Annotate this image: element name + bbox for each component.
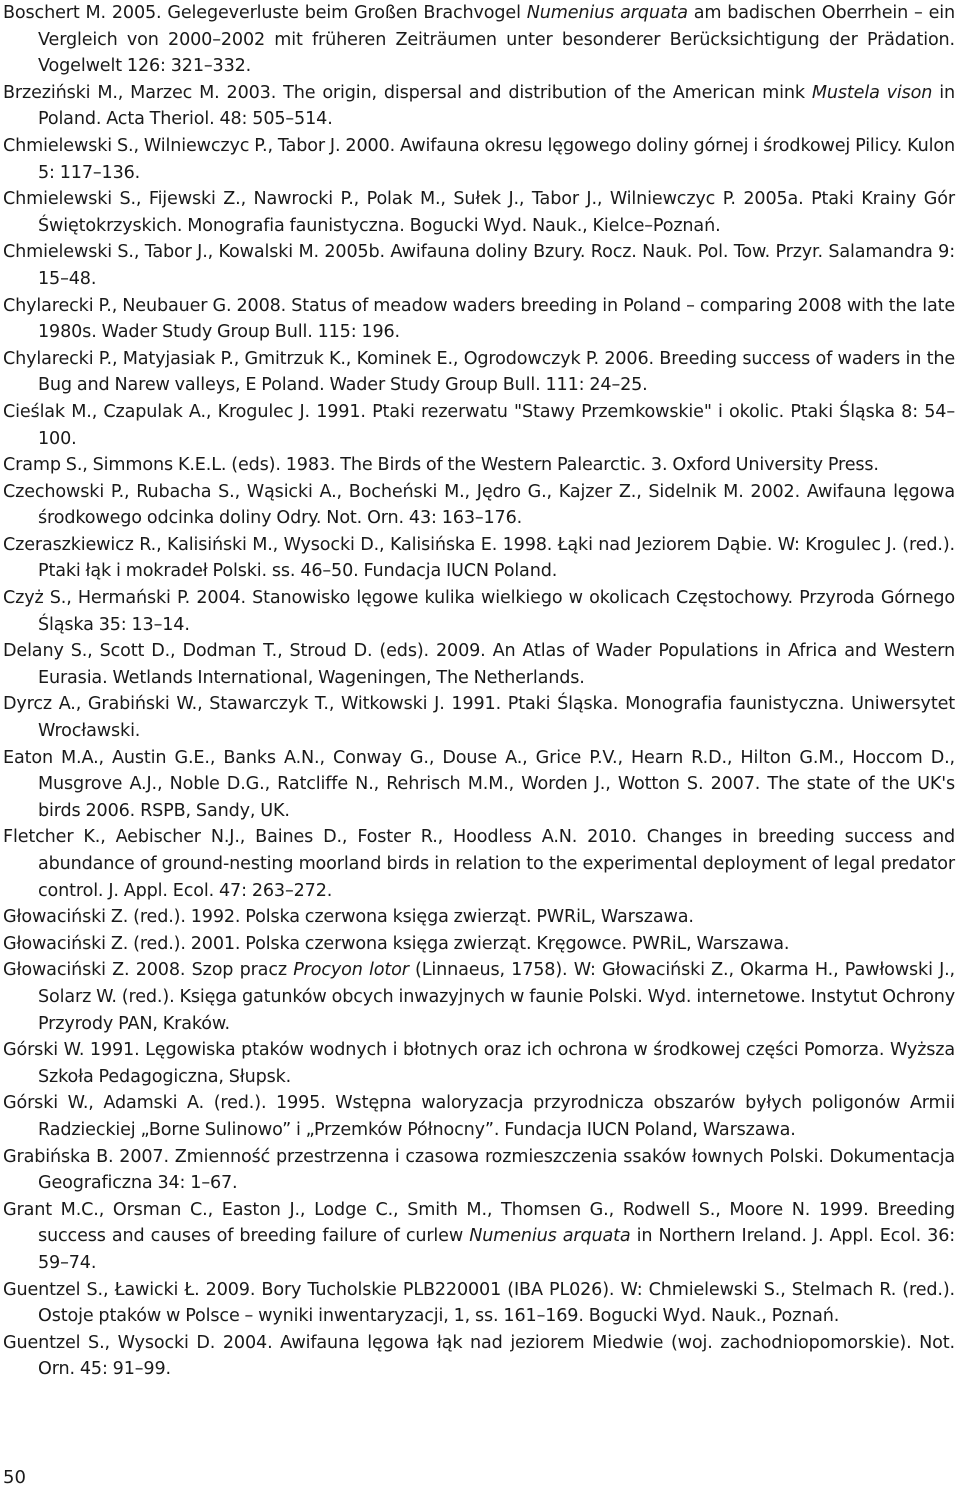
reference-entry <box>3 1330 955 1383</box>
reference-text: Górski W. 1991. Lęgowiska ptaków wodnych i błotnych oraz ich ochrona w środkowej części Pomorza. Wyższa Szkoła Pedagogiczna, Słupsk. <box>3 1040 955 1087</box>
reference-text: Cieślak M., Czapulak A., Krogulec J. 1991. Ptaki rezerwatu "Stawy Przemkowskie" i okolic. Ptaki Śląska 8: 54–100. <box>3 401 955 449</box>
reference-text: (Linnaeus, 1758). W: Głowaciński Z., Okarma H., Pawłowski J., Solarz W. (red.). Księga gatunków obcych inwazyjnych w faunie Polski. Wyd. internetowe. Instytut Ochrony Przyrody PAN, Kraków. <box>38 960 955 1034</box>
reference-text: Czeraszkiewicz R., Kalisiński M., Wysocki D., Kalisińska E. 1998. Łąki nad Jeziorem Dąbie. W: Krogulec J. (red.). Ptaki łąk i mokradeł Polski. ss. 46–50. Fundacja IUCN Poland. <box>3 534 955 582</box>
reference-text: Głowaciński Z. (red.). 1992. Polska czerwona księga zwierząt. PWRiL, Warszawa. <box>3 907 694 928</box>
reference-entry <box>3 80 955 133</box>
reference-entry <box>3 532 955 585</box>
reference-text: Głowaciński Z. 2008. Szop pracz <box>3 960 294 981</box>
reference-entry <box>3 239 955 292</box>
reference-text: Chylarecki P., Matyjasiak P., Gmitrzuk K., Kominek E., Ogrodowczyk P. 2006. Breeding success of waders in the Bug and Narew valleys, E Poland. Wader Study Group Bull. 111: 24–25. <box>3 348 955 396</box>
reference-entry <box>3 133 955 186</box>
reference-text: Brzeziński M., Marzec M. 2003. The origin, dispersal and distribution of the American mink <box>3 82 812 103</box>
reference-entry <box>3 479 955 532</box>
reference-entry <box>3 638 955 691</box>
reference-entry <box>3 0 955 80</box>
reference-entry <box>3 1197 955 1277</box>
reference-entry <box>3 346 955 399</box>
reference-entry <box>3 1277 955 1330</box>
reference-entry <box>3 452 955 479</box>
reference-text: Grant M.C., Orsman C., Easton J., Lodge C., Smith M., Thomsen G., Rodwell S., Moore N. 1999. Breeding success and causes of breeding failure of curlew <box>3 1199 955 1247</box>
reference-entry <box>3 745 955 825</box>
reference-entry <box>3 186 955 239</box>
reference-entry <box>3 1144 955 1197</box>
species-name: Numenius arquata <box>526 3 688 23</box>
species-name: Procyon lotor <box>293 960 409 981</box>
reference-text: in Northern Ireland. J. Appl. Ecol. 36: 59–74. <box>38 1226 956 1273</box>
reference-text: Chmielewski S., Fijewski Z., Nawrocki P., Polak M., Sułek J., Tabor J., Wilniewczyc P. 2005a. Ptaki Krainy Gór Świętokrzyskich. Monografia faunistyczna. Bogucki Wyd. Nauk., Kielce–Poznań. <box>3 189 955 236</box>
reference-text: Fletcher K., Aebischer N.J., Baines D., Foster R., Hoodless A.N. 2010. Changes in breeding success and abundance of ground-nesting moorland birds in relation to the experimental deployment of legal predator control. J. Appl. Ecol. 47: 263–272. <box>3 827 955 901</box>
reference-text: Górski W., Adamski A. (red.). 1995. Wstępna waloryzacja przyrodnicza obszarów byłych poligonów Armii Radzieckiej „Borne Sulinowo” i „Przemków Północny”. Fundacja IUCN Poland, Warszawa. <box>3 1093 955 1140</box>
reference-text: Chmielewski S., Wilniewczyc P., Tabor J. 2000. Awifauna okresu lęgowego doliny górnej i środkowej Pilicy. Kulon 5: 117–136. <box>3 135 955 183</box>
reference-text: am badischen Oberrhein – ein Vergleich von 2000–2002 mit früheren Zeiträumen unter besonderer Berücksichtigung der Prädation. Vogelwelt 126: 321–332. <box>38 3 955 77</box>
reference-list <box>3 0 955 1383</box>
reference-text: Dyrcz A., Grabiński W., Stawarczyk T., Witkowski J. 1991. Ptaki Śląska. Monografia faunistyczna. Uniwersytet Wrocławski. <box>3 694 955 742</box>
reference-text: Eaton M.A., Austin G.E., Banks A.N., Conway G., Douse A., Grice P.V., Hearn R.D., Hilton G.M., Hoccom D., Musgrove A.J., Noble D.G., Ratcliffe N., Rehrisch M.M., Worden J., Wotton S. 2007. The state of the UK's birds 2006. RSPB, Sandy, UK. <box>3 747 955 821</box>
reference-entry <box>3 957 955 1037</box>
reference-text: Czechowski P., Rubacha S., Wąsicki A., Bocheński M., Jędro G., Kajzer Z., Sidelnik M. 2002. Awifauna lęgowa środkowego odcinka doliny Odry. Not. Orn. 43: 163–176. <box>3 481 955 529</box>
reference-entry <box>3 931 955 958</box>
reference-entry <box>3 1037 955 1090</box>
reference-text: Boschert M. 2005. Gelegeverluste beim Großen Brachvogel <box>3 3 527 23</box>
reference-entry <box>3 293 955 346</box>
page-number: 50 <box>3 1467 26 1488</box>
reference-text: Guentzel S., Ławicki Ł. 2009. Bory Tucholskie PLB220001 (IBA PL026). W: Chmielewski S., Stelmach R. (red.). Ostoje ptaków w Polsce – wyniki inwentaryzacji, 1, ss. 161–169. Bogucki Wyd. Nauk., Poznań. <box>3 1279 955 1327</box>
reference-entry <box>3 585 955 638</box>
reference-entry <box>3 1090 955 1143</box>
reference-entry <box>3 824 955 904</box>
species-name: Mustela vison <box>811 82 933 103</box>
reference-text: Chylarecki P., Neubauer G. 2008. Status of meadow waders breeding in Poland – comparing 2008 with the late 1980s. Wader Study Group Bull. 115: 196. <box>3 295 955 343</box>
reference-text: in Poland. Acta Theriol. 48: 505–514. <box>38 82 955 130</box>
reference-entry <box>3 691 955 744</box>
reference-entry <box>3 399 955 452</box>
species-name: Numenius arquata <box>469 1226 631 1247</box>
reference-text: Głowaciński Z. (red.). 2001. Polska czerwona księga zwierząt. Kręgowce. PWRiL, Warszawa. <box>3 933 790 954</box>
reference-entry <box>3 904 955 931</box>
reference-text: Grabińska B. 2007. Zmienność przestrzenna i czasowa rozmieszczenia ssaków łownych Polski. Dokumentacja Geograficzna 34: 1–67. <box>3 1146 955 1194</box>
reference-text: Czyż S., Hermański P. 2004. Stanowisko lęgowe kulika wielkiego w okolicach Częstochowy. Przyroda Górnego Śląska 35: 13–14. <box>3 588 955 635</box>
reference-text: Guentzel S., Wysocki D. 2004. Awifauna lęgowa łąk nad jeziorem Miedwie (woj. zachodniopomorskie). Not. Orn. 45: 91–99. <box>3 1332 955 1380</box>
reference-text: Chmielewski S., Tabor J., Kowalski M. 2005b. Awifauna doliny Bzury. Rocz. Nauk. Pol. Tow. Przyr. Salamandra 9: 15–48. <box>3 242 955 289</box>
reference-text: Cramp S., Simmons K.E.L. (eds). 1983. The Birds of the Western Palearctic. 3. Oxford University Press. <box>3 455 879 476</box>
reference-text: Delany S., Scott D., Dodman T., Stroud D. (eds). 2009. An Atlas of Wader Populations in Africa and Western Eurasia. Wetlands International, Wageningen, The Netherlands. <box>3 641 955 688</box>
